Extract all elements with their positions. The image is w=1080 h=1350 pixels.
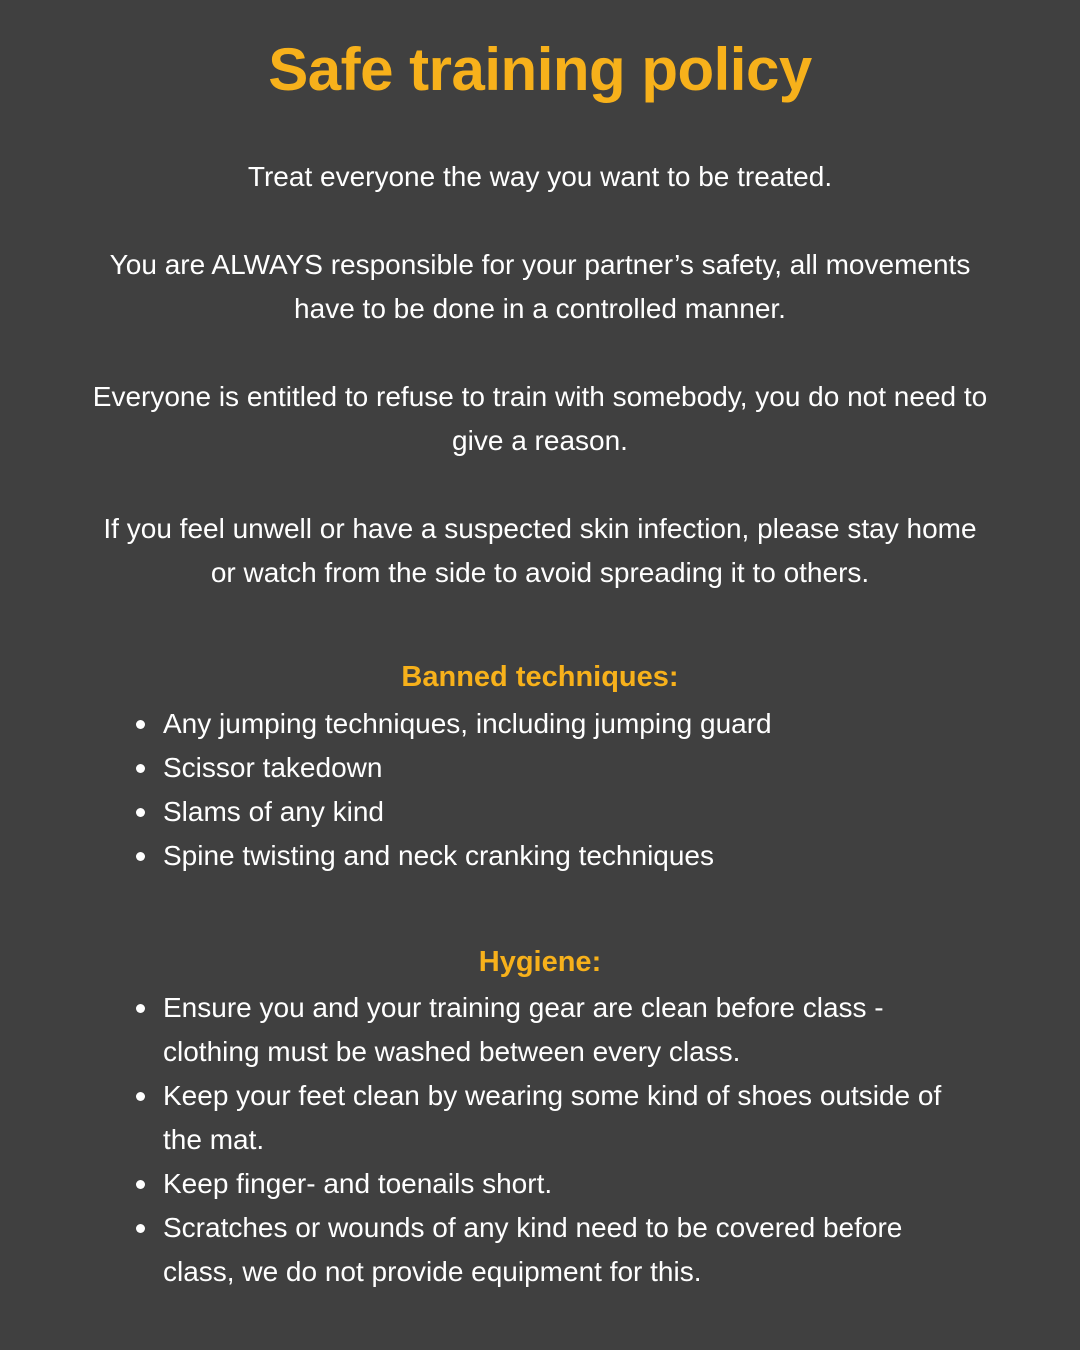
hygiene-list — [0, 986, 1080, 1294]
list-item-text: Spine twisting and neck cranking techniques — [163, 840, 715, 871]
page-title: Safe training policy — [268, 36, 812, 103]
bullet-icon — [136, 1180, 145, 1189]
hygiene-heading: Hygiene: — [478, 946, 602, 978]
list-item — [0, 834, 1080, 878]
bullet-icon — [136, 1224, 145, 1233]
intro-paragraph-refuse-training: Everyone is entitled to refuse to train with somebody, you do not need to give a reason. — [92, 381, 988, 456]
list-item-text: Slams of any kind — [163, 796, 384, 827]
bullet-icon — [136, 852, 145, 861]
list-item-text: Scissor takedown — [163, 752, 383, 783]
list-item — [0, 702, 1080, 746]
banned-techniques-heading: Banned techniques: — [401, 661, 679, 693]
bullet-icon — [136, 764, 145, 773]
list-item-text: Scratches or wounds of any kind need to be covered before class, we do not provide equipment for this. — [163, 1212, 903, 1287]
list-item-text: Keep finger- and toenails short. — [163, 1168, 553, 1199]
intro-paragraph-respect: Treat everyone the way you want to be treated. — [247, 161, 833, 192]
intro-paragraph-illness: If you feel unwell or have a suspected skin infection, please stay home or watch from the side to avoid spreading it to others. — [103, 513, 977, 588]
list-item — [0, 746, 1080, 790]
list-item — [0, 986, 1080, 1074]
list-item-text: Any jumping techniques, including jumping guard — [163, 708, 772, 739]
bullet-icon — [136, 1092, 145, 1101]
list-item-text: Ensure you and your training gear are clean before class - clothing must be washed between every class. — [163, 992, 884, 1067]
bullet-icon — [136, 1004, 145, 1013]
intro-paragraph-partner-safety: You are ALWAYS responsible for your partner’s safety, all movements have to be done in a controlled manner. — [109, 249, 971, 324]
list-item-text: Keep your feet clean by wearing some kind of shoes outside of the mat. — [163, 1080, 942, 1155]
bullet-icon — [136, 808, 145, 817]
list-item — [0, 790, 1080, 834]
list-item — [0, 1162, 1080, 1206]
banned-techniques-list — [0, 702, 1080, 878]
list-item — [0, 1206, 1080, 1294]
bullet-icon — [136, 720, 145, 729]
list-item — [0, 1074, 1080, 1162]
